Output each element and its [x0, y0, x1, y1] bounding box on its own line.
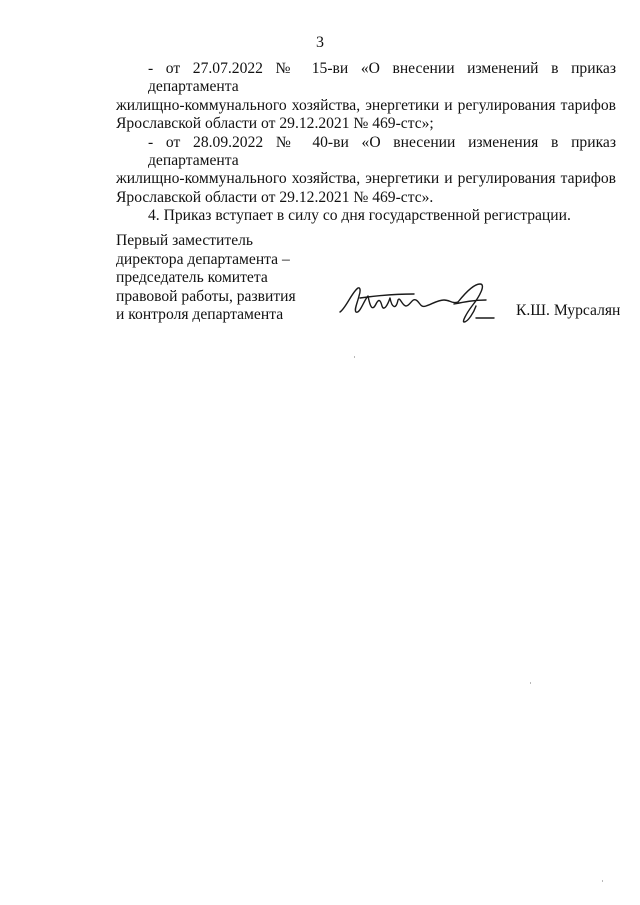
amendment-item-2 — [116, 134, 616, 208]
amendment-item-2-line-1: - от 28.09.2022 № 40-ви «О внесении изменения в приказ департамента — [148, 133, 616, 170]
clause-4-effective-date: 4. Приказ вступает в силу со дня государственной регистрации. — [148, 207, 571, 225]
amendment-item-1-line-3: Ярославской области от 29.12.2021 № 469-стс»; — [116, 115, 434, 133]
signer-title-line: председатель комитета — [116, 269, 268, 287]
amendment-item-1-line-2: жилищно-коммунального хозяйства, энергетики и регулирования тарифов — [116, 96, 616, 114]
amendment-item-1-line-1: - от 27.07.2022 № 15-ви «О внесении изменений в приказ департамента — [148, 60, 616, 96]
signer-title-line: Первый заместитель — [116, 232, 254, 249]
signer-title-line: директора департамента – — [116, 250, 290, 268]
signer-title — [116, 232, 316, 325]
signer-title-line: правовой работы, развития — [116, 287, 296, 305]
handwritten-signature — [334, 278, 514, 328]
amendment-item-2-line-2: жилищно-коммунального хозяйства, энергетики и регулирования тарифов — [116, 170, 616, 188]
amendment-item-2-line-3: Ярославской области от 29.12.2021 № 469-стс». — [116, 188, 434, 206]
signer-title-line: и контроля департамента — [116, 306, 284, 324]
page-number: 3 — [316, 34, 324, 51]
signature-block — [116, 232, 621, 332]
document-body — [116, 60, 616, 226]
scan-speck — [602, 880, 603, 882]
scan-speck — [354, 356, 355, 358]
scan-speck — [530, 682, 531, 684]
signer-name: К.Ш. Мурсалян — [516, 302, 621, 319]
amendment-item-1 — [116, 60, 616, 134]
